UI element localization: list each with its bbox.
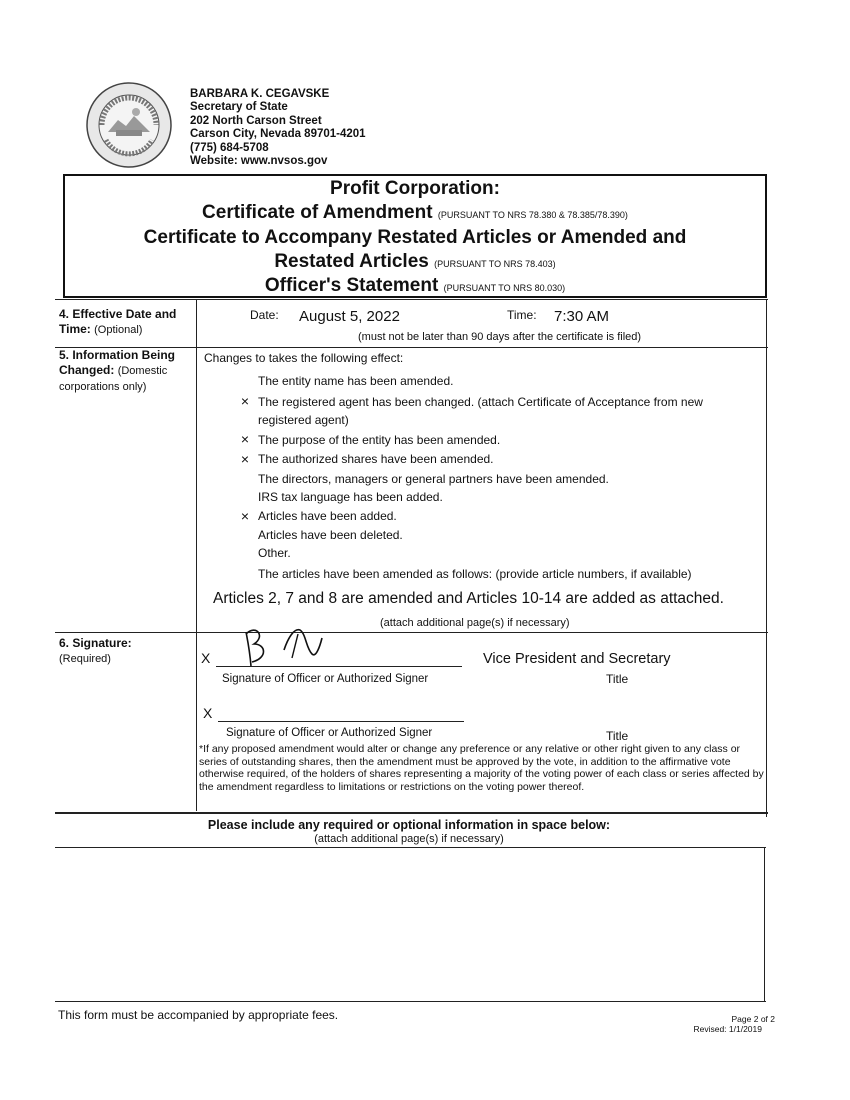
handwritten-signature (232, 620, 332, 670)
effective-time-value: 7:30 AM (554, 308, 610, 325)
info-box-heading: Please include any required or optional information in space below: (207, 818, 611, 832)
change-item-label: The registered agent has been changed. (attach Certificate of Acceptance from new (258, 395, 703, 409)
change-item-label: The entity name has been amended. (258, 374, 454, 388)
title-line-5: Officer's Statement (PURSUANT TO NRS 80.030) (264, 275, 566, 296)
effective-date-value: August 5, 2022 (299, 308, 400, 325)
street-address: 202 North Carson Street (190, 114, 322, 127)
phone-number: (775) 684-5708 (190, 141, 269, 154)
change-item-label: Other. (258, 546, 291, 560)
fees-notice: This form must be accompanied by appropriate fees. (58, 1008, 339, 1022)
attach-note: (attach additional page(s) if necessary) (380, 617, 570, 629)
section-5-label: 5. Information Being Changed: (Domestic corporations only) (59, 348, 176, 393)
office-title: Secretary of State (190, 101, 288, 114)
signature-line-2[interactable] (218, 721, 464, 722)
change-item-label: Articles have been added. (258, 509, 397, 523)
checkbox-purpose[interactable]: × (240, 431, 250, 447)
signature-footnote: *If any proposed amendment would alter or change any preference or any relative or other right given to any class or series of outstanding shares, then the amendment must be approved by the vote, in addition to the affirmative vote otherwise required, of the holders of shares representing a majority of the voting power of each class or series affected by the amendment regardless to limitations or restrictions on the voting power thereof. (199, 743, 764, 793)
form-title-box (63, 174, 767, 298)
revised-date: Revised: 1/1/2019 (693, 1024, 762, 1034)
signature-x-mark: X (203, 705, 213, 721)
checkbox-registered-agent[interactable]: × (240, 393, 250, 409)
title-line-2: Certificate of Amendment (PURSUANT TO NRS 78.380 & 78.385/78.390) (202, 202, 628, 223)
title-line-3: Certificate to Accompany Restated Articles or Amended and (143, 227, 687, 248)
signature-caption-2: Signature of Officer or Authorized Signer (226, 727, 433, 739)
info-box-note: (attach additional page(s) if necessary) (314, 833, 504, 845)
change-item-label: The directors, managers or general partners have been amended. (258, 472, 609, 486)
change-item-label: registered agent) (258, 413, 349, 427)
column-divider (196, 299, 197, 811)
date-label: Date: (250, 308, 279, 322)
change-item-label: Articles have been deleted. (258, 528, 403, 542)
amended-articles-value: Articles 2, 7 and 8 are amended and Articles 10-14 are added as attached. (213, 590, 724, 607)
effective-date-note: (must not be later than 90 days after the certificate is filed) (358, 331, 642, 343)
secretary-name: BARBARA K. CEGAVSKE (190, 88, 330, 100)
divider (55, 812, 768, 814)
change-item-label: The purpose of the entity has been amended. (258, 433, 501, 447)
state-seal-image (86, 82, 172, 168)
right-border (764, 847, 765, 1001)
amended-intro: The articles have been amended as follows: (provide article numbers, if available) (258, 567, 692, 581)
change-item-label: IRS tax language has been added. (258, 490, 443, 504)
title-caption-1: Title (606, 672, 629, 686)
right-border (766, 299, 767, 817)
checkbox-authorized-shares[interactable]: × (240, 451, 250, 467)
page-number: Page 2 of 2 (731, 1014, 775, 1024)
title-caption-2: Title (606, 729, 629, 743)
city-address: Carson City, Nevada 89701-4201 (190, 128, 366, 141)
divider (55, 299, 768, 300)
title-line-1: Profit Corporation: (330, 178, 500, 199)
website: Website: www.nvsos.gov (190, 155, 328, 167)
title-line-4: Restated Articles (PURSUANT TO NRS 78.403) (274, 251, 556, 272)
info-text-area[interactable] (56, 849, 763, 1000)
change-item-label: The authorized shares have been amended. (258, 452, 494, 466)
changes-intro: Changes to takes the following effect: (204, 351, 404, 365)
divider (55, 632, 768, 633)
signature-x-mark: X (201, 650, 211, 666)
section-6-label: 6. Signature: (Required) (59, 636, 132, 665)
officer-title-value: Vice President and Secretary (483, 651, 671, 667)
divider (55, 1001, 766, 1002)
checkbox-articles-added[interactable]: × (240, 508, 250, 524)
time-label: Time: (507, 308, 537, 322)
signature-caption-1: Signature of Officer or Authorized Signer (222, 673, 429, 685)
section-4-label: 4. Effective Date and Time: (Optional) (59, 307, 177, 336)
